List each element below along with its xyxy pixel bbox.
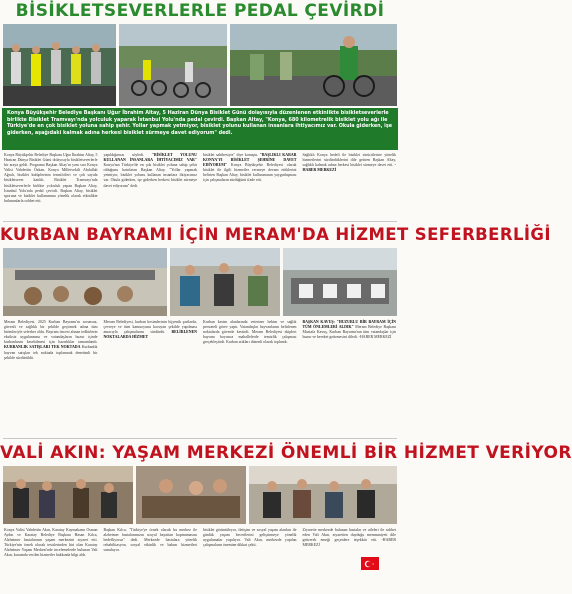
article1-photo-left xyxy=(3,24,116,106)
divider-1 xyxy=(3,221,397,222)
article1-body xyxy=(4,153,396,219)
article1-col-3: bisiklet sahibesiyiz" diye konuştu. "BAŞLIKLI KARAR KONYA'YI BİSİKLET ŞEHRİNE DAVET EDİYORUM" Konya Büyükşehir Belediyesi olarak bisiklet ile ilgili hizmetler vermeye devam ettiklerini belirten Başkan Altay, bisiklet kullanımının yaygınlaşması için çalışmaların sürdüğünü ifade etti. xyxy=(203,153,297,183)
article2-col-1: Meram Belediyesi, 2025 Kurban Bayramı'nı sorunsuz, güvenli ve sağlıklı bir şekilde geçirmek adına tüm birimleriyle seferber oldu. Bayram öncesi alınan tedbirlerin eksiksiz uygulanması ve vatandaşların huzur içinde kurbanlarını kesebilmesi için hazırlıklar tamamlandı. KURBANLIK SATIŞLARI TEK NOKTADA Kurbanlık hayvan satışları tek noktada toplanarak denetimli bir şekilde sürdürüldü. xyxy=(4,320,98,360)
turkish-flag-icon xyxy=(361,557,379,569)
article1-col-1: Konya Büyükşehir Belediye Başkanı Uğur İbrahim Altay, 5 Haziran Dünya Bisiklet Günü dolayısıyla bisikletseverlerle bir araya geldi. Programa Başkan Altay'ın yanı sıra Konya Valisi Vahdettin Özkan, Konya Milletvekili Abdullah Ağralı, bisiklet kulüplerinin temsilcileri ve çok sayıda bisikletsever katıldı. Bisiklet Tramvayı'nda bisikletseverlerle birlikte yolculuk yapan Başkan Altay, İstanbul Yolu'nda pedal çevirdi. Başkan Altay, bisiklet sporuna ve bisiklet kullanımına yönelik olarak etkinlikte bulunanlarla sohbet etti. xyxy=(4,153,98,203)
article1-photo-right xyxy=(230,24,397,106)
article3-col-2: Başkan Kılca, "Türkiye'ye örnek olacak bu merkez ile alzheimer hastalarımızın sosyal hayattan kopmamasını hedefliyoruz" dedi. Merkezde hastalara yönelik rehabilitasyon, sosyal etkinlik ve bakım hizmetleri sunuluyor. xyxy=(103,528,197,553)
article2-col-4: BAŞKAN KAVUŞ: "HUZURLU BİR BAYRAM İÇİN TÜM ÖNLEMLERİ ALDIK" Meram Belediye Başkanı Mustafa Kavuş, Kurban Bayramı'nın tüm vatandaşlar için huzur ve bereket getirmesini diledi. -HABER MERKEZİ xyxy=(302,320,397,340)
article3-col-4: Ziyarette merkezde bulunan hastalar ve aileleri ile sohbet eden Vali Akın, ziyaretten duyduğu memnuniyeti dile getirerek emeği geçenlere teşekkür etti. -HABER MERKEZİ xyxy=(302,528,396,548)
article2-photo-left xyxy=(3,248,167,316)
article1-photos xyxy=(3,24,397,106)
article3-photo-left xyxy=(3,466,133,524)
article1-col-2: yapıldığımızı söyledi. "BİSİKLET YOLUNU KULLANAN İNSANLARA İHTİYACIMIZ VAR" Konya'nın Türkiye'de en çok bisiklet yoluna sahip şehir olduğunu hatırlatan Başkan Altay, "Yollar yapmak yetmiyor, bisiklet yolunu kullanan insanlara ihtiyacımız var. Okula giderken, işe giderken herkesi bisiklet sürmeye davet ediyorum" dedi. xyxy=(103,153,197,188)
article2-photo-right xyxy=(283,248,397,316)
divider-2 xyxy=(3,438,397,439)
article2-col-3: Kurban kesim alanlarında veteriner hekim ve sağlık personeli görev yaptı. Vatandaşlar hayvanlarını belirlenen noktalarda güvenle kestirdi. Meram Belediyesi ekipleri bayram boyunca mahallelerde temizlik çalışması gerçekleştirdi. Kurban atıkları düzenli olarak toplandı. xyxy=(203,320,297,345)
article2-col-2: Meram Belediyesi, kurban kesimlerinin hijyenik şartlarda, çevreye ve tüm kamuoyunu koruyan şekilde yapılması amacıyla çalışmalarını sürdürdü. BELİRLENEN NOKTALARDA HİZMET xyxy=(103,320,197,340)
article3-col-1: Konya Valisi Vahdettin Akın, Karatay Kaymakamı Osman Aydın ve Karatay Belediye Başkanı Hasan Kılca, Alzheimer hastalarının yaşam merkezini ziyaret etti. Türkiye'nin örnek olacak tesislerinden biri olan Karatay Alzheimer Yaşam Merkezi'nde incelemelerde bulunan Vali Akın, kurumda verilen hizmetler hakkında bilgi aldı. xyxy=(4,528,98,558)
article3-body xyxy=(4,528,396,592)
article3-headline: VALİ AKIN: YAŞAM MERKEZİ ÖNEMLİ BİR HİZMET VERİYOR xyxy=(0,443,572,463)
article3-col-3: bisiklet görüntüleyor, iletişim ve sosyal yaşam alanları ile günlük yaşam becerilerini geliştirmeye yönelik uygulamalar yapılıyor. Vali Akın, merkezde yapılan çalışmaların önemine dikkat çekti. xyxy=(203,528,297,548)
article1-col-4: Sağlıklı Konya hedefi ile bisiklet sürücülerine yönelik hizmetlerini sürdürdüklerini dile getiren Başkan Altay, sağlıklı kalmak adına herkesi bisiklet sürmeye davet etti. -HABER MERKEZİ xyxy=(302,153,396,173)
article2-headline: KURBAN BAYRAMI İÇİN MERAM'DA HİZMET SEFERBERLİĞİ xyxy=(0,225,551,244)
article3-photos xyxy=(3,466,397,524)
article2-photos xyxy=(3,248,397,316)
article3-photo-middle xyxy=(136,466,246,524)
article2-body xyxy=(4,320,396,436)
article1-headline: BİSİKLETSEVERLERLE PEDAL ÇEVİRDİ xyxy=(15,1,385,21)
article1-photo-middle xyxy=(119,24,227,106)
article1-lead: Konya Büyükşehir Belediye Başkanı Uğur İbrahim Altay, 5 Haziran Dünya Bisiklet Günü dolayısıyla düzenlenen etkinlikte bisikletseverlerle birlikte Bisiklet Tramvayı'nda yolculuk yaparak İstanbul Yolu'nda pedal çevirdi. Başkan Altay, "Konya, 680 kilometrelik bisiklet yolu ağı ile Türkiye'de en çok bisiklet yoluna sahip şehir. Yollar yapmak yetmiyor, bisiklet yolunu kullanan insanlara ihtiyacımız var. Okula giderken, işe giderken, aşağıdaki kalmak adına herkesi bisiklet sürmeye davet ediyorum" dedi. xyxy=(2,108,398,150)
article2-photo-middle xyxy=(170,248,280,316)
article3-photo-right xyxy=(249,466,397,524)
